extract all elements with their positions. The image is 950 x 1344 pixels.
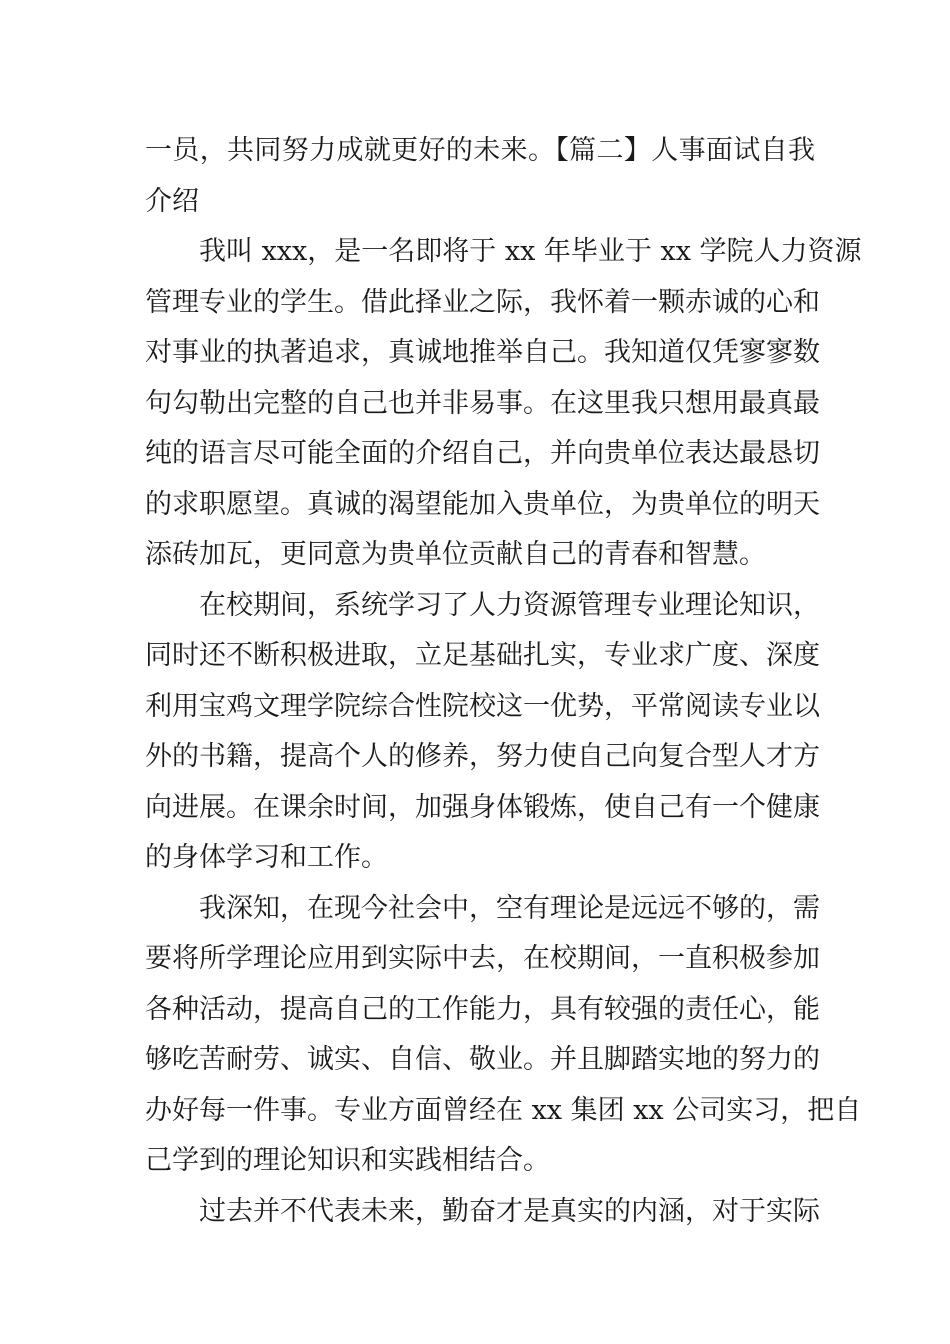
text-line: 各种活动，提高自己的工作能力，具有较强的责任心，能 [145, 993, 820, 1025]
text-line: 利用宝鸡文理学院综合性院校这一优势，平常阅读专业以 [145, 690, 820, 722]
paragraph [145, 581, 820, 884]
text-line: 句勾勒出完整的自己也并非易事。在这里我只想用最真最 [145, 387, 820, 419]
text-line: 己学到的理论知识和实践相结合。 [145, 1145, 550, 1176]
text-line: 介绍 [145, 185, 199, 217]
text-line: 我叫 xxx，是一名即将于 xx 年毕业于 xx 学院人力资源 [199, 236, 862, 267]
text-line: 的求职愿望。真诚的渴望能加入贵单位，为贵单位的明天 [145, 488, 820, 520]
document-body [145, 126, 862, 1237]
text-line: 办好每一件事。专业方面曾经在 xx 集团 xx 公司实习，把自 [145, 1094, 862, 1126]
text-line: 向进展。在课余时间，加强身体锻炼，使自己有一个健康 [145, 791, 820, 823]
text-line: 添砖加瓦，更同意为贵单位贡献自己的青春和智慧。 [145, 539, 766, 570]
text-line: 同时还不断积极进取，立足基础扎实，专业求广度、深度 [145, 640, 820, 671]
text-line: 管理专业的学生。借此择业之际，我怀着一颗赤诚的心和 [145, 286, 820, 318]
text-line: 要将所学理论应用到实际中去，在校期间，一直积极参加 [145, 943, 820, 974]
text-line: 纯的语言尽可能全面的介绍自己，并向贵单位表达最恳切 [145, 438, 820, 469]
text-line: 外的书籍，提高个人的修养，努力使自己向复合型人才方 [145, 741, 820, 772]
text-line: 的身体学习和工作。 [145, 842, 388, 873]
paragraph [145, 126, 815, 227]
text-line: 我深知，在现今社会中，空有理论是远远不够的，需 [199, 892, 820, 924]
text-line: 过去并不代表未来，勤奋才是真实的内涵，对于实际 [199, 1195, 820, 1227]
paragraph [145, 884, 862, 1187]
text-line: 够吃苦耐劳、诚实、自信、敬业。并且脚踏实地的努力的 [145, 1044, 820, 1075]
text-line: 对事业的执著追求，真诚地推举自己。我知道仅凭寥寥数 [145, 337, 820, 368]
paragraph [145, 227, 862, 581]
text-line: 一员，共同努力成就更好的未来。【篇二】人事面试自我 [145, 135, 815, 166]
text-line: 在校期间，系统学习了人力资源管理专业理论知识， [199, 589, 820, 621]
paragraph [145, 1187, 820, 1238]
